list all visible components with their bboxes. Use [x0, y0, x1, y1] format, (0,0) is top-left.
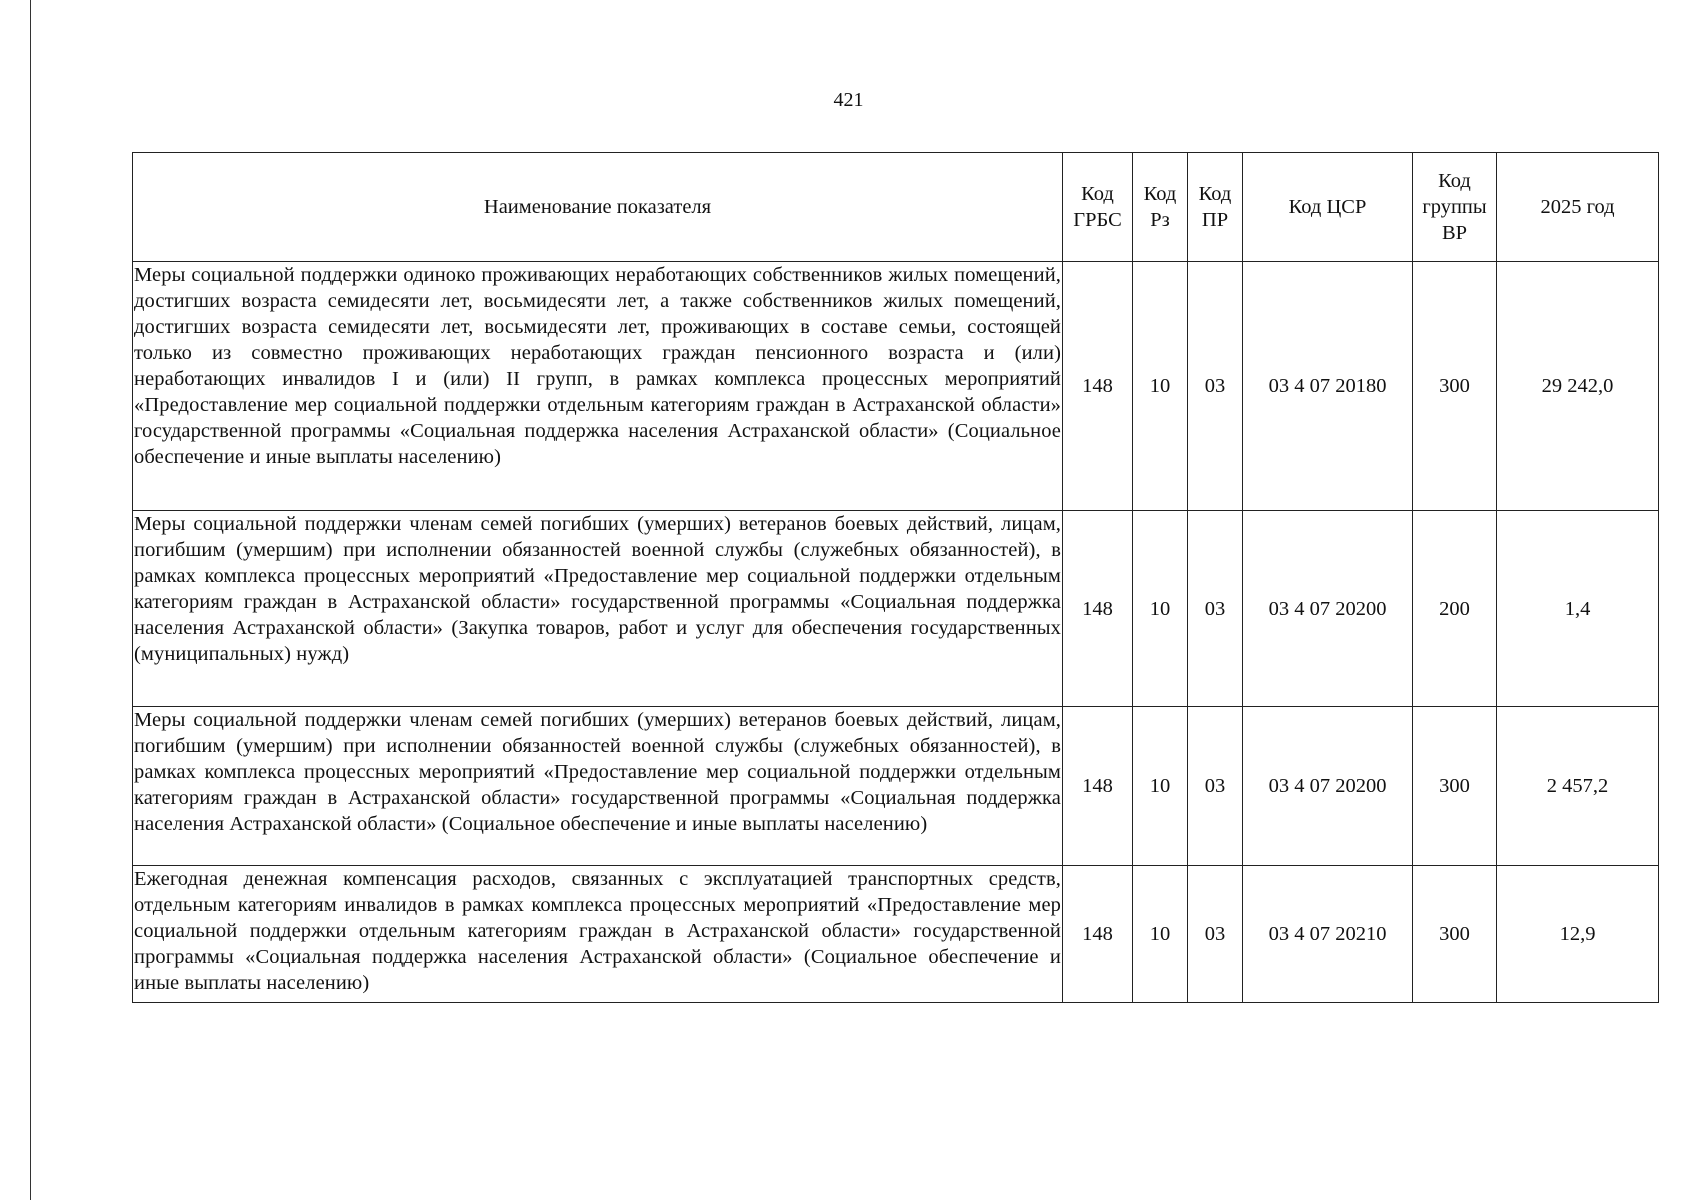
header-pr: Код ПР: [1188, 153, 1243, 262]
cell-year: 12,9: [1497, 866, 1659, 1003]
cell-vr: 300: [1413, 707, 1497, 866]
table-row: [133, 262, 1659, 511]
cell-rz: 10: [1133, 866, 1188, 1003]
cell-csr: 03 4 07 20210: [1243, 866, 1413, 1003]
header-row: [133, 153, 1659, 262]
cell-grbs: 148: [1063, 866, 1133, 1003]
header-csr: Код ЦСР: [1243, 153, 1413, 262]
cell-grbs: 148: [1063, 511, 1133, 707]
header-rz: Код Рз: [1133, 153, 1188, 262]
table-row: [133, 707, 1659, 866]
header-vr: Код группы ВР: [1413, 153, 1497, 262]
cell-name: Меры социальной поддержки одиноко проживающих неработающих собственников жилых помещений, достигших возраста семидесяти лет, восьмидесяти лет, а также собственников жилых помещений, достигших возраста семидесяти лет, восьмидесяти лет, проживающих в составе семьи, состоящей только из совместно проживающих неработающих граждан пенсионного возраста и (или) неработающих инвалидов I и (или) II групп, в рамках комплекса процессных мероприятий «Предоставление мер социальной поддержки отдельным категориям граждан в Астраханской области» государственной программы «Социальная поддержка населения Астраханской области» (Социальное обеспечение и иные выплаты населению): [133, 262, 1063, 511]
cell-year: 1,4: [1497, 511, 1659, 707]
table-body: [133, 262, 1659, 1003]
cell-year: 2 457,2: [1497, 707, 1659, 866]
cell-csr: 03 4 07 20180: [1243, 262, 1413, 511]
cell-rz: 10: [1133, 262, 1188, 511]
cell-name: Меры социальной поддержки членам семей погибших (умерших) ветеранов боевых действий, лицам, погибшим (умершим) при исполнении обязанностей военной службы (служебных обязанностей), в рамках комплекса процессных мероприятий «Предоставление мер социальной поддержки отдельным категориям граждан в Астраханской области» государственной программы «Социальная поддержка населения Астраханской области» (Социальное обеспечение и иные выплаты населению): [133, 707, 1063, 866]
cell-csr: 03 4 07 20200: [1243, 511, 1413, 707]
budget-table: [132, 152, 1659, 1003]
table-header: [133, 153, 1659, 262]
header-name: Наименование показателя: [133, 153, 1063, 262]
cell-vr: 300: [1413, 866, 1497, 1003]
header-year: 2025 год: [1497, 153, 1659, 262]
cell-rz: 10: [1133, 511, 1188, 707]
cell-grbs: 148: [1063, 262, 1133, 511]
header-grbs: Код ГРБС: [1063, 153, 1133, 262]
cell-grbs: 148: [1063, 707, 1133, 866]
table-row: [133, 866, 1659, 1003]
cell-vr: 200: [1413, 511, 1497, 707]
cell-rz: 10: [1133, 707, 1188, 866]
cell-year: 29 242,0: [1497, 262, 1659, 511]
cell-vr: 300: [1413, 262, 1497, 511]
cell-name: Ежегодная денежная компенсация расходов, связанных с эксплуатацией транспортных средств, отдельным категориям инвалидов в рамках комплекса процессных мероприятий «Предоставление мер социальной поддержки отдельным категориям граждан в Астраханской области» государственной программы «Социальная поддержка населения Астраханской области» (Социальное обеспечение и иные выплаты населению): [133, 866, 1063, 1003]
binding-margin-line: [30, 0, 31, 1200]
page-number: 421: [833, 89, 864, 111]
cell-pr: 03: [1188, 866, 1243, 1003]
cell-pr: 03: [1188, 707, 1243, 866]
cell-pr: 03: [1188, 511, 1243, 707]
table-row: [133, 511, 1659, 707]
cell-csr: 03 4 07 20200: [1243, 707, 1413, 866]
cell-pr: 03: [1188, 262, 1243, 511]
cell-name: Меры социальной поддержки членам семей погибших (умерших) ветеранов боевых действий, лицам, погибшим (умершим) при исполнении обязанностей военной службы (служебных обязанностей), в рамках комплекса процессных мероприятий «Предоставление мер социальной поддержки отдельным категориям граждан в Астраханской области» государственной программы «Социальная поддержка населения Астраханской области» (Закупка товаров, работ и услуг для обеспечения государственных (муниципальных) нужд): [133, 511, 1063, 707]
